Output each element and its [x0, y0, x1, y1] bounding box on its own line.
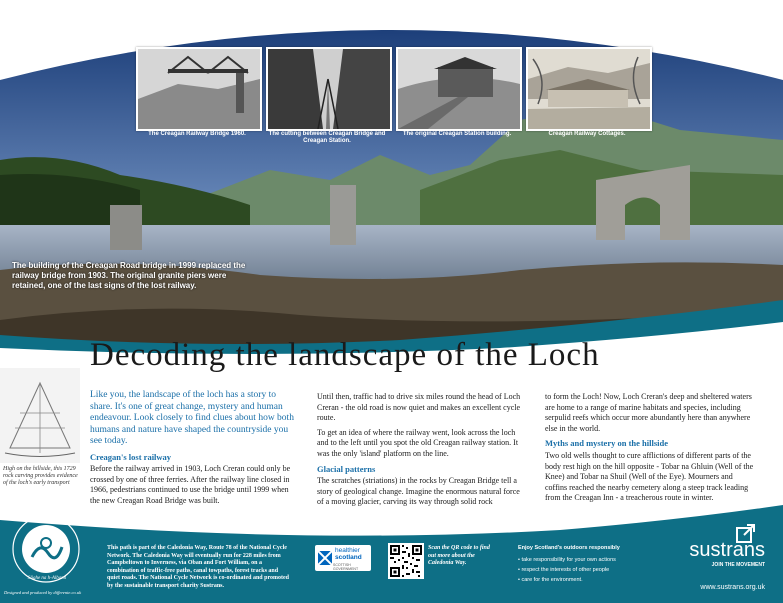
logo-bottom-text: Slighe na h-Albann: [27, 576, 67, 581]
healthier-scotland-logo: [315, 545, 371, 571]
outdoor-access-title: Enjoy Scotland's outdoors responsibly: [518, 545, 620, 551]
photo-cutting: [266, 47, 392, 131]
heading-glacial-patterns: Glacial patterns: [317, 463, 376, 474]
column-2: [317, 392, 522, 512]
caledonia-description: This path is part of the Caledonia Way, Route 78 of the National Cycle Network. The Caledonia Way will eventually run for 228 miles from Campbeltown to Inverness, via Oban and Fort William, on a combination of traffic-free paths, canal towpaths, forest tracks and quiet roads. The National Cycle Network is co-ordinated and promoted by the sustainable transport charity Sustrans.: [107, 545, 290, 589]
qr-code[interactable]: [388, 543, 424, 579]
photo-cottages: [526, 47, 652, 131]
photo-caption-1: The Creagan Railway Bridge 1960.: [148, 131, 246, 137]
photo-caption-3: The original Creagan Station building.: [402, 131, 512, 137]
lost-railway-text: Before the railway arrived in 1903, Loch Creran could only be crossed by one of three ferries. After the railway line closed in 1966, pedestrians continued to use the bridge until 1999 when the new Creagan Road Bridge was built.: [90, 464, 291, 505]
cutting-photo-image: [268, 49, 390, 129]
col2-paragraph-3: The scratches (striations) in the rocks by Creagan Bridge tell a story of geological change. Imagine the enormous natural force of a moving glacier, carving its way through solid rock: [317, 476, 520, 507]
footer: [0, 505, 783, 603]
hero-caption: The building of the Creagan Road bridge in 1999 replaced the railway bridge from 1903. The original granite piers were retained, one of the last signs of the lost railway.: [12, 261, 246, 290]
photo-caption-2: The cutting between Creagan Bridge and Creagan Station.: [268, 131, 386, 144]
outdoor-item: • take responsibility for your own actions: [518, 557, 616, 563]
qr-instructions: Scan the QR code to find out more about the Caledonia Way.: [428, 545, 490, 566]
col2-paragraph-1: Until then, traffic had to drive six miles round the head of Loch Creran - the old road is now quiet and makes an excellent cycle route.: [317, 392, 521, 423]
rock-carving-caption: High on the hillside, this 1729 rock carving provides evidence of the loch's early transport: [3, 466, 78, 486]
column-1: [90, 390, 300, 510]
heading-myths-mystery: Myths and mystery on the hillside: [545, 438, 669, 449]
logo-top-text: The Caledonia Way: [23, 511, 71, 517]
column-3: [545, 392, 755, 508]
sustrans-url[interactable]: www.sustrans.org.uk: [700, 584, 765, 591]
photo-caption-4: Creagan Railway Cottages.: [548, 131, 626, 137]
bridge-photo-image: [138, 49, 260, 129]
saltire-icon: [318, 551, 332, 565]
col3-paragraph-1: to form the Loch! Now, Loch Creran's deep and sheltered waters are home to a range of marine habitats and species, including serpulid reefs which occur more abundantly here than anywhere else in the world.: [545, 392, 752, 433]
outdoor-item: • care for the environment.: [518, 577, 583, 583]
outdoor-item: • respect the interests of other people: [518, 567, 610, 573]
hs-line-1: healthier: [335, 547, 360, 554]
hs-line-2: scotland: [335, 554, 362, 561]
page-title: Decoding the landscape of the Loch: [90, 337, 600, 373]
rock-carving-sketch: [0, 368, 80, 463]
col3-paragraph-2: Two old wells thought to cure afflictions of different parts of the body rest high on the hill opposite - Tobar na Ghluin (Well of the Knee) and Tobar na Shuil (Well of the Eye). Mourners and coffins reached the nearby cemetery along a steep track leading from the Creagan Inn - a treacherous route in winter.: [545, 450, 754, 503]
photo-station-building: [396, 47, 522, 131]
outdoor-access-list: [518, 555, 638, 585]
cottages-photo-image: [528, 49, 650, 129]
sustrans-logo-text: sustrans: [689, 539, 765, 561]
sustrans-tagline: JOIN THE MOVEMENT: [711, 562, 765, 568]
col2-paragraph-2: To get an idea of where the railway went, look across the loch and to the left until you spot the old Creagan railway station. It was the only 'island' platform on the line.: [317, 427, 519, 458]
hs-line-3: SCOTTISH GOVERNMENT: [333, 563, 359, 571]
photo-railway-bridge: [136, 47, 262, 131]
designed-by: Designed and produced by differente.co.uk: [4, 590, 82, 595]
intro-text: Like you, the landscape of the loch has a story to share. It's one of great change, mystery and human endeavour. Look closely to find clues about how both humans and nature have shaped the countryside you see today.: [90, 390, 294, 446]
station-photo-image: [398, 49, 520, 129]
heading-lost-railway: Creagan's lost railway: [90, 451, 172, 462]
